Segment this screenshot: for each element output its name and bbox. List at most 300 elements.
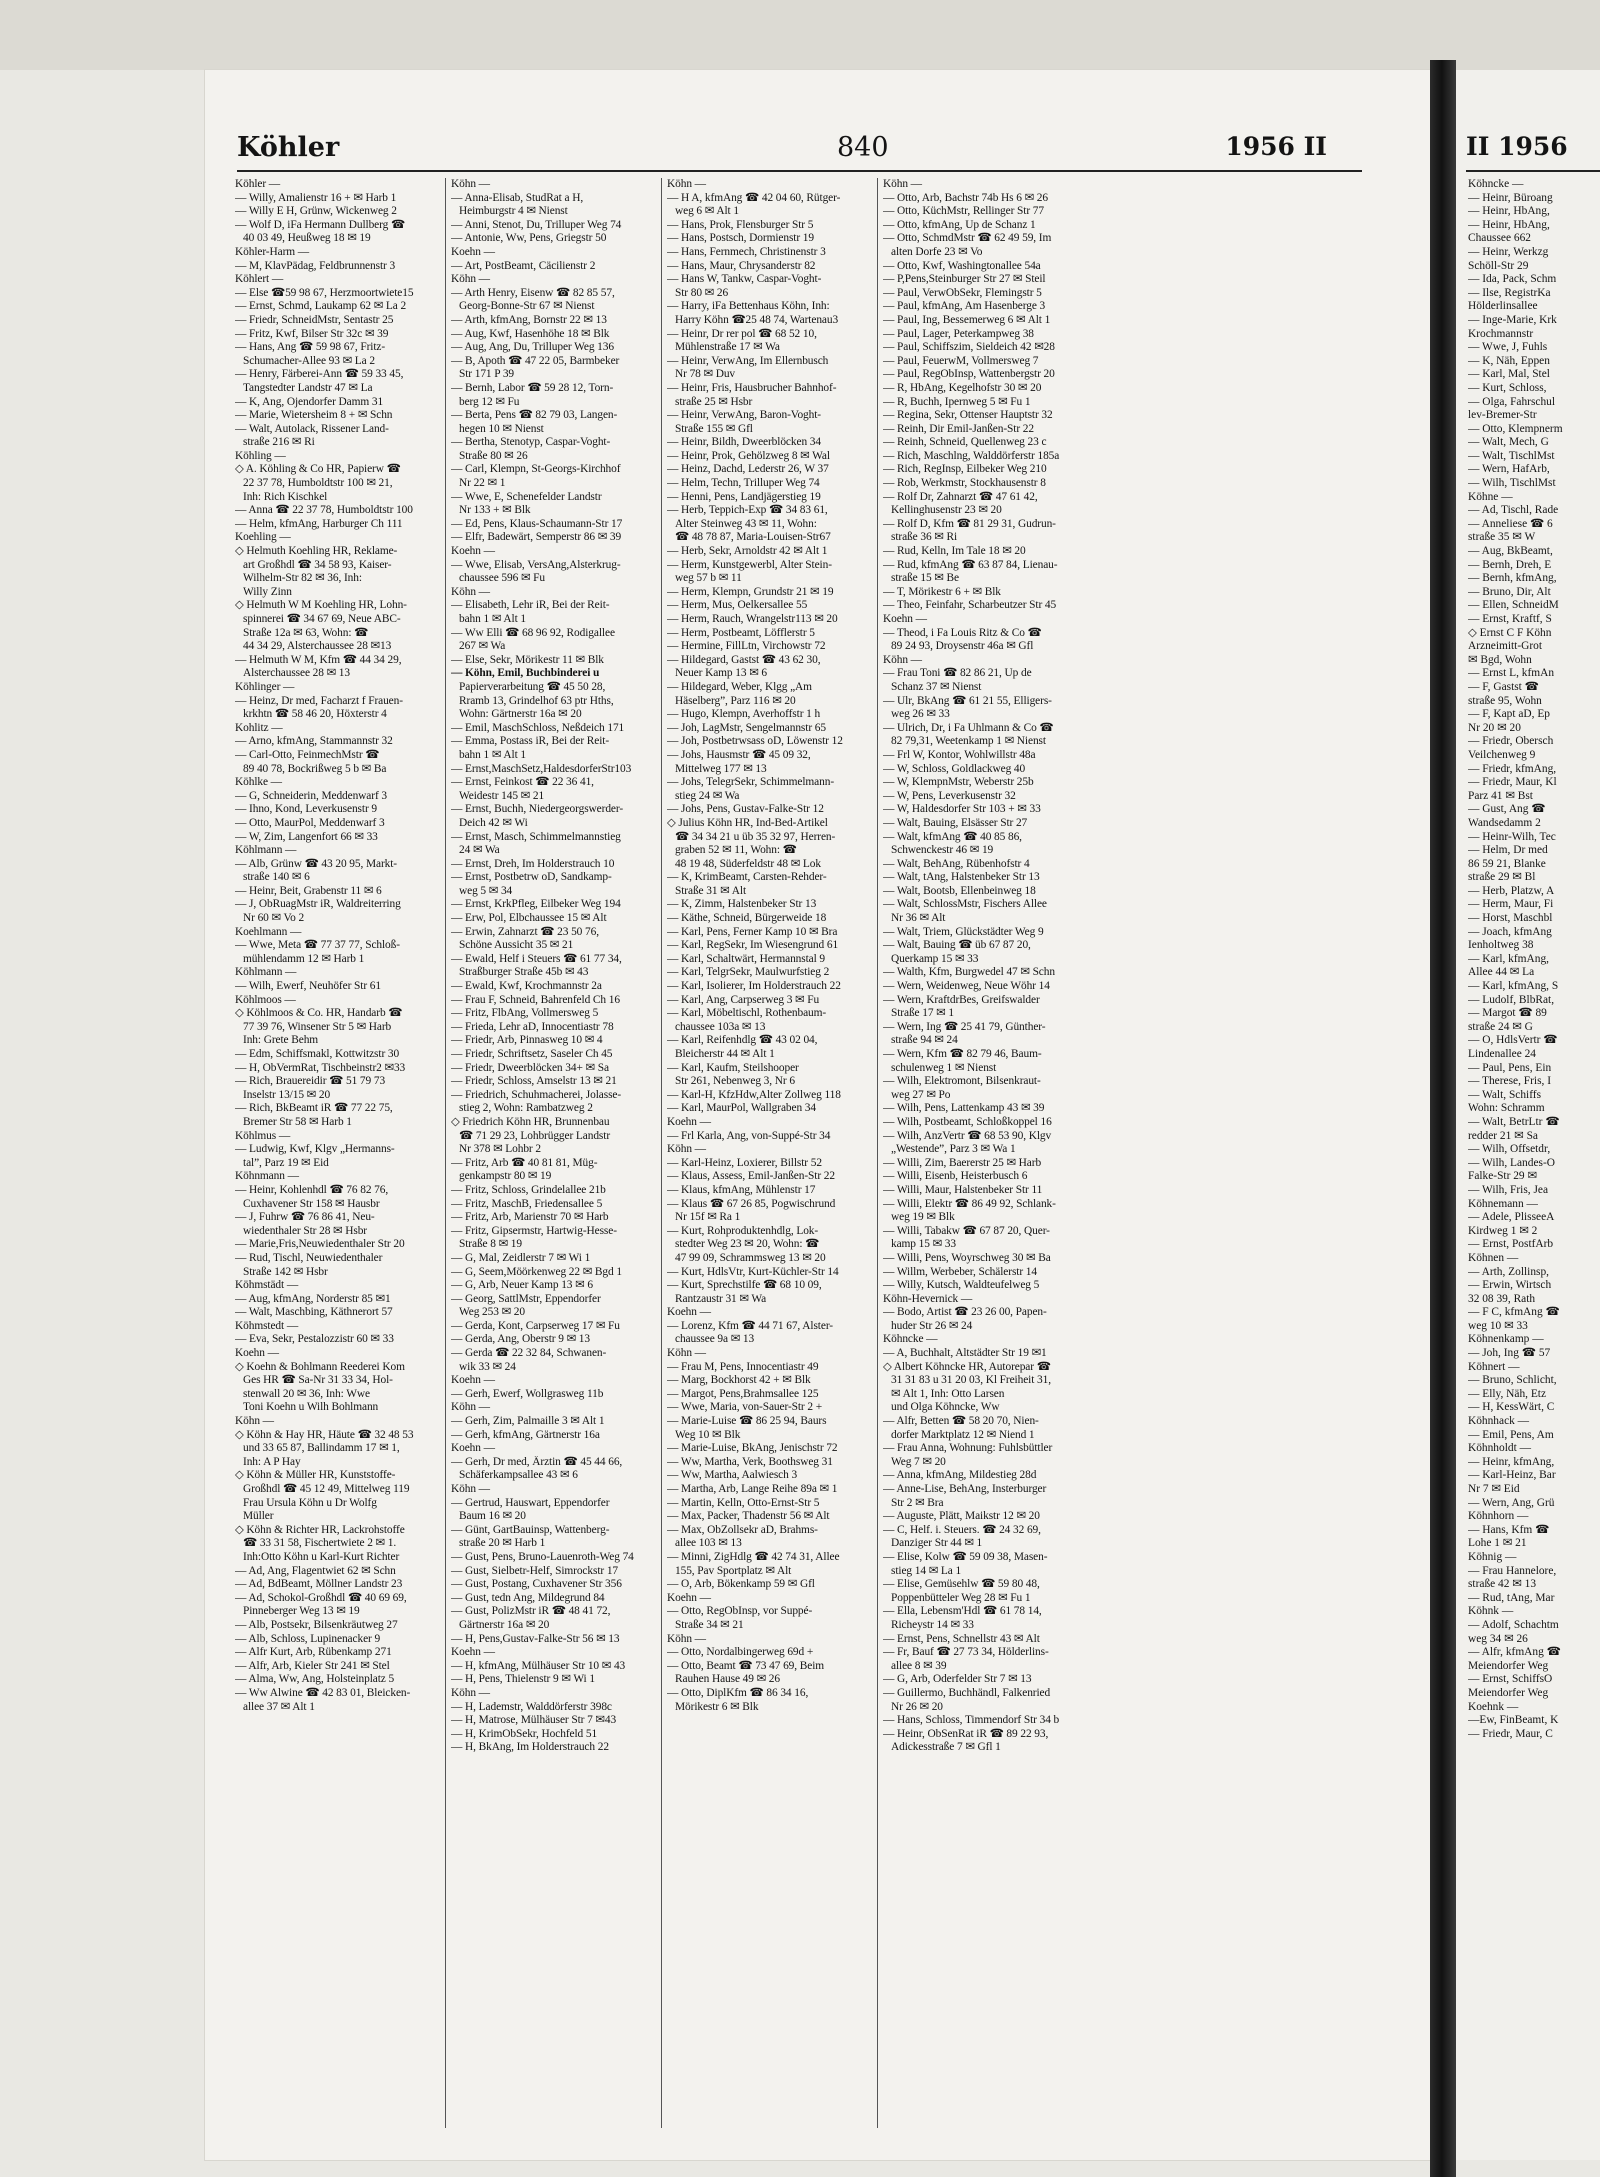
directory-entry: — Joh, Ing ☎ 57 [1468, 1347, 1551, 1360]
directory-entry: — Hermine, FillLtn, Virchowstr 72 [667, 640, 826, 653]
directory-entry: — H, Pens, Thielenstr 9 ✉ Wi 1 [451, 1673, 595, 1686]
directory-entry: — Emma, Postass iR, Bei der Reit- [451, 735, 610, 748]
directory-entry: Querkamp 15 ✉ 33 [891, 952, 979, 965]
directory-entry: stedter Weg 23 ✉ 20, Wohn: ☎ [675, 1238, 820, 1251]
surname-heading: Köhn — [667, 1632, 706, 1645]
surname-heading: Köhne — [1468, 490, 1513, 503]
directory-entry: — J, Fuhrw ☎ 76 86 41, Neu- [235, 1211, 375, 1224]
directory-entry: 89 40 78, Bockrißweg 5 b ✉ Ba [243, 762, 387, 775]
surname-heading: Koehn — [451, 1646, 495, 1659]
directory-entry: ◇ Köhn & Hay HR, Häute ☎ 32 48 53 [235, 1428, 414, 1441]
directory-entry: — Walt, Bauing ☎ üb 67 87 20, [883, 939, 1031, 952]
directory-entry: — Johs, TelegrSekr, Schimmelmann- [667, 776, 835, 789]
directory-entry: — Wern, KraftdrBes, Greifswalder [883, 993, 1040, 1006]
surname-heading: Köhn — [451, 273, 490, 286]
directory-entry: krkhtn ☎ 58 46 20, Höxterstr 4 [243, 708, 387, 721]
directory-entry: Gärtnerstr 16a ✉ 20 [459, 1618, 550, 1631]
surname-heading: Köhnholdt — [1468, 1442, 1531, 1455]
directory-entry: — Wilh, Landes-O [1468, 1156, 1555, 1169]
directory-entry: — Max, ObZollsekr aD, Brahms- [667, 1523, 818, 1536]
directory-entry: — Heinr, Dr rer pol ☎ 68 52 10, [667, 327, 817, 340]
header-rule [237, 170, 1362, 172]
surname-heading: Köhler — [235, 178, 281, 190]
directory-entry: — Paul, Ing, Bessemerweg 6 ✉ Alt 1 [883, 313, 1051, 326]
directory-entry: — Friedrich, Schuhmacherei, Jolasse- [451, 1088, 622, 1101]
surname-heading: Köhn — [667, 178, 706, 190]
directory-entry: — Rolf D, Kfm ☎ 81 29 31, Gudrun- [883, 517, 1056, 530]
directory-entry: — Wern, HafArb, [1468, 463, 1550, 476]
directory-entry: Straße 34 ✉ 21 [675, 1618, 744, 1631]
directory-entry: 44 34 29, Alsterchaussee 28 ✉13 [243, 640, 392, 653]
directory-entry: — Wwe, J, Fuhls [1468, 341, 1548, 354]
directory-entry: — Frieda, Lehr aD, Innocentiastr 78 [451, 1020, 614, 1033]
directory-entry: genkampstr 80 ✉ 19 [459, 1170, 552, 1183]
directory-entry: und Olga Köhncke, Ww [891, 1401, 1000, 1414]
directory-entry: Schwenckestr 46 ✉ 19 [891, 844, 994, 857]
directory-entry: — C, Helf. i. Steuers. ☎ 24 32 69, [883, 1523, 1041, 1536]
directory-entry: Schöne Aussicht 35 ✉ 21 [459, 939, 574, 952]
directory-entry: — K, KrimBeamt, Carsten-Rehder- [667, 871, 827, 884]
directory-entry: alten Dorfe 23 ✉ Vo [891, 245, 983, 258]
directory-entry: 89 24 93, Droysenstr 46a ✉ Gfl [891, 640, 1034, 653]
directory-entry: weg 10 ✉ 33 [1468, 1319, 1528, 1332]
directory-entry: 267 ✉ Wa [459, 640, 506, 653]
directory-entry: — Wilh, Pens, Lattenkamp 43 ✉ 39 [883, 1102, 1045, 1115]
directory-entry: Nr 78 ✉ Duv [675, 368, 736, 381]
directory-entry: — Gerda, Kont, Carpserweg 17 ✉ Fu [451, 1319, 620, 1332]
directory-entry: — Edm, Schiffsmakl, Kottwitzstr 30 [235, 1048, 400, 1060]
directory-entry: — Frl Karla, Ang, von-Suppé-Str 34 [667, 1129, 831, 1142]
directory-entry: — Bruno, Schlicht, [1468, 1374, 1557, 1387]
directory-entry: — Theod, i Fa Louis Ritz & Co ☎ [883, 626, 1042, 639]
directory-entry: — Wwe, E, Schenefelder Landstr [451, 490, 602, 503]
directory-entry: — Ludolf, BlbRat, [1468, 993, 1555, 1006]
directory-entry: — Walt, BetrLtr ☎ [1468, 1115, 1560, 1128]
surname-heading: Köhmstädt — [235, 1279, 299, 1292]
directory-entry: 77 39 76, Winsener Str 5 ✉ Harb [243, 1020, 392, 1033]
directory-entry: Straße 31 ✉ Alt [675, 884, 747, 897]
directory-entry: — Marg, Bockhorst 42 + ✉ Blk [667, 1374, 811, 1387]
directory-entry: — Anneliese ☎ 6 [1468, 517, 1553, 530]
directory-entry: Adickesstraße 7 ✉ Gfl 1 [891, 1741, 1001, 1754]
directory-entry: — Otto, DiplKfm ☎ 86 34 16, [667, 1686, 809, 1699]
directory-entry: wik 33 ✉ 24 [459, 1360, 516, 1373]
directory-entry: — Arno, kfmAng, Stammannstr 32 [235, 735, 393, 748]
directory-entry: — Anna-Elisab, StudRat a H, [451, 191, 584, 204]
directory-entry: — Köhn, Emil, Buchbinderei u [451, 667, 600, 680]
directory-entry: — Walt, BehAng, Rübenhofstr 4 [883, 857, 1030, 870]
directory-entry: Nr 15f ✉ Ra 1 [675, 1211, 741, 1224]
directory-entry: wiedenthaler Str 28 ✉ Hsbr [243, 1224, 367, 1237]
directory-entry: Nr 36 ✉ Alt [891, 912, 946, 925]
directory-entry: — Friedr, SchneidMstr, Sentastr 25 [235, 313, 394, 326]
directory-entry: — Elise, Gemüsehlw ☎ 59 80 48, [883, 1578, 1040, 1591]
directory-entry: — Herm, Kunstgewerbl, Alter Stein- [667, 558, 832, 571]
directory-entry: — Erwin, Zahnarzt ☎ 23 50 76, [451, 925, 599, 938]
directory-entry: Müller [243, 1510, 274, 1523]
directory-entry: — Fritz, MaschB, Friedensallee 5 [451, 1197, 603, 1210]
directory-entry: allee 103 ✉ 13 [675, 1537, 742, 1550]
surname-heading: Koehn — [667, 1306, 711, 1319]
directory-entry: — Karl, Ang, Carpserweg 3 ✉ Fu [667, 993, 820, 1006]
directory-entry: — Anni, Stenot, Du, Trilluper Weg 74 [451, 218, 622, 231]
directory-entry: — Otto, Arb, Bachstr 74b Hs 6 ✉ 26 [883, 191, 1048, 204]
directory-entry: — Arth, Zollinsp, [1468, 1265, 1550, 1278]
directory-entry: — Wilh, Postbeamt, Schloßkoppel 16 [883, 1115, 1052, 1128]
directory-entry: — Heinr, Fris, Hausbrucher Bahnhof- [667, 381, 837, 394]
directory-entry: — Willi, Maur, Halstenbeker Str 11 [883, 1183, 1043, 1196]
directory-entry: Danziger Str 44 ✉ 1 [891, 1537, 983, 1550]
directory-entry: — Ihno, Kond, Leverkusenstr 9 [235, 803, 377, 816]
directory-entry: — Ad, Tischl, Rade [1468, 504, 1559, 517]
directory-entry: — Frau Hannelore, [1468, 1564, 1557, 1577]
directory-entry: — Ewald, Helf i Steuers ☎ 61 77 34, [451, 952, 622, 965]
directory-entry: — Paul, VerwObSekr, Flemingstr 5 [883, 286, 1042, 299]
directory-entry: — H, Pens,Gustav-Falke-Str 56 ✉ 13 [451, 1632, 620, 1645]
directory-entry: 48 19 48, Süderfeldstr 48 ✉ Lok [675, 857, 821, 870]
directory-entry: — Ernst, Postbetrw oD, Sandkamp- [451, 871, 612, 884]
directory-entry: — Wilh, TischlMst [1468, 477, 1556, 490]
page-header [237, 132, 1327, 172]
directory-entry: — Fritz, FlbAng, Vollmersweg 5 [451, 1007, 599, 1020]
directory-entry: — Hans, Maur, Chrysanderstr 82 [667, 259, 816, 272]
directory-entry: — Walt, Schiffs [1468, 1088, 1542, 1101]
directory-entry: ◇ Ernst C F Köhn [1468, 626, 1552, 639]
directory-entry: — Karl, TelgrSekr, Maulwurfstieg 2 [667, 966, 830, 979]
surname-heading: Köhnhack — [1468, 1415, 1530, 1428]
directory-entry: — Hans, Ang ☎ 59 98 67, Fritz- [235, 341, 386, 354]
directory-entry: — Karl-H, KfzHdw,Alter Zollweg 118 [667, 1088, 841, 1101]
directory-entry: — O, HdlsVertr ☎ [1468, 1034, 1558, 1047]
surname-heading: Köhn — [451, 1483, 490, 1495]
directory-entry: — Paul, RegObInsp, Wattenbergstr 20 [883, 368, 1055, 381]
directory-entry: — Rud, tAng, Mar [1468, 1591, 1555, 1604]
directory-entry: — R, Buchh, Ipernweg 5 ✉ Fu 1 [883, 395, 1031, 408]
directory-entry: — Ernst, PostfArb [1468, 1238, 1554, 1251]
directory-entry: — Walt, Bootsb, Ellenbeinweg 18 [883, 884, 1036, 897]
directory-entry: — Herm, Klempn, Grundstr 21 ✉ 19 [667, 585, 834, 598]
directory-entry: — Gust, Postang, Cuxhavener Str 356 [451, 1578, 622, 1591]
directory-entry: — Rud, Kelln, Im Tale 18 ✉ 20 [883, 545, 1026, 558]
directory-entry: — Alb, Grünw ☎ 43 20 95, Markt- [235, 857, 398, 870]
directory-entry: — Rud, Tischl, Neuwiedenthaler [235, 1251, 383, 1264]
directory-entry: Heimburgstr 4 ✉ Nienst [459, 205, 568, 218]
directory-entry: — Karl, Reifenhdlg ☎ 43 02 04, [667, 1034, 818, 1047]
directory-entry: — Regina, Sekr, Ottenser Hauptstr 32 [883, 409, 1053, 422]
directory-entry: Arzneimitt-Grot [1468, 640, 1543, 653]
directory-entry: Straße 8 ✉ 19 [459, 1238, 522, 1251]
directory-entry: Str 2 ✉ Bra [891, 1496, 944, 1509]
surname-heading: Koehn — [235, 1347, 279, 1360]
directory-entry: — Wwe, Maria, von-Sauer-Str 2 + [667, 1401, 823, 1414]
directory-entry: — Willi, Pens, Woyrschweg 30 ✉ Ba [883, 1251, 1051, 1264]
directory-entry: ◇ A. Köhling & Co HR, Papierw ☎ [235, 463, 401, 476]
directory-entry: — Otto, KüchMstr, Rellinger Str 77 [883, 205, 1044, 218]
directory-entry: — Gerh, Dr med, Ärztin ☎ 45 44 66, [451, 1455, 623, 1468]
surname-heading: Köhn — [451, 1686, 490, 1699]
surname-heading: Koehn — [883, 613, 927, 625]
surname-heading: Köhlmoos — [235, 993, 296, 1006]
directory-entry: — Carl, Klempn, St-Georgs-Kirchhof [451, 463, 621, 476]
directory-entry: — Henry, Färberei-Ann ☎ 59 33 45, [235, 368, 404, 381]
directory-entry: Toni Koehn u Wilh Bohlmann [243, 1401, 379, 1414]
directory-entry: art Großhdl ☎ 34 58 93, Kaiser- [243, 558, 392, 571]
surname-heading: Köhn — [451, 1401, 490, 1414]
directory-entry: 86 59 21, Blanke [1468, 857, 1546, 870]
directory-entry: — Bernh, Labor ☎ 59 28 12, Torn- [451, 381, 614, 394]
directory-entry: — Karl-Heinz, Bar [1468, 1469, 1556, 1482]
directory-entry: — Hans, Schloss, Timmendorf Str 34 b [883, 1714, 1060, 1727]
directory-entry: — Karl, kfmAng, [1468, 952, 1549, 965]
directory-entry: — Paul, Lager, Peterkampweg 38 [883, 327, 1034, 340]
directory-entry: — Arth, kfmAng, Bornstr 22 ✉ 13 [451, 313, 607, 326]
directory-entry: — Ludwig, Kwf, Klgv „Hermanns- [235, 1143, 395, 1156]
directory-entry: Hölderlinsallee [1468, 300, 1538, 313]
surname-heading: Köhn — [451, 178, 490, 190]
directory-entry: — Heinr, Bildh, Dweerblöcken 34 [667, 436, 821, 449]
adjacent-page-header: II 1956 [1466, 132, 1568, 161]
directory-entry: Cuxhavener Str 158 ✉ Hausbr [243, 1197, 380, 1210]
directory-entry: Frau Ursula Köhn u Dr Wolfg [243, 1496, 377, 1509]
directory-entry: — Friedr, Schloss, Amselstr 13 ✉ 21 [451, 1075, 617, 1088]
directory-entry: Lohe 1 ✉ 21 [1468, 1537, 1527, 1550]
directory-entry: Wohn: Schramm [1468, 1102, 1545, 1115]
directory-entry: — Hildegard, Gastst ☎ 43 62 30, [667, 653, 821, 666]
directory-entry: — Herm, Mus, Oelkersallee 55 [667, 599, 808, 612]
surname-heading: Köhnemann — [1468, 1197, 1538, 1210]
directory-entry: — Friedr, Maur, Kl [1468, 776, 1557, 789]
directory-entry: — Alb, Postsekr, Bilsenkräutweg 27 [235, 1618, 398, 1631]
directory-entry: Allee 44 ✉ La [1468, 966, 1535, 979]
directory-entry: Baum 16 ✉ 20 [459, 1510, 526, 1523]
directory-entry: Inh: A P Hay [243, 1455, 301, 1468]
directory-entry: — Ernst, Buchh, Niedergeorgswerder- [451, 803, 624, 816]
directory-entry: Meiendorfer Weg [1468, 1686, 1549, 1699]
directory-entry: — Herb, Platzw, A [1468, 884, 1555, 897]
directory-entry: 47 99 09, Schrammsweg 13 ✉ 20 [675, 1251, 826, 1264]
directory-entry: und 33 65 87, Ballindamm 17 ✉ 1, [243, 1442, 400, 1455]
directory-entry: — H, kfmAng, Mülhäuser Str 10 ✉ 43 [451, 1659, 626, 1672]
directory-entry: — Fritz, Gipsermstr, Hartwig-Hesse- [451, 1224, 617, 1237]
directory-entry: huder Str 26 ✉ 24 [891, 1319, 973, 1332]
directory-entry: — Therese, Fris, I [1468, 1075, 1551, 1088]
directory-entry: — Otto, SchmdMstr ☎ 62 49 59, Im [883, 232, 1052, 245]
directory-entry: — Fritz, Arb, Marienstr 70 ✉ Harb [451, 1211, 609, 1224]
directory-entry: — Heinr, VerwAng, Baron-Voght- [667, 409, 821, 422]
directory-entry: — Ww Elli ☎ 68 96 92, Rodigallee [451, 626, 615, 639]
directory-entry: — Ella, Lebensm'Hdl ☎ 61 78 14, [883, 1605, 1042, 1618]
directory-entry: — Heinr, HbAng, [1468, 218, 1550, 231]
surname-heading: Koehn — [451, 545, 495, 558]
directory-entry: Weg 10 ✉ Blk [675, 1428, 741, 1441]
directory-entry: ◇ Koehn & Bohlmann Reederei Kom [235, 1360, 405, 1373]
directory-entry: — Guillermo, Buchhändl, Falkenried [883, 1686, 1051, 1699]
directory-entry: Pinneberger Weg 13 ✉ 19 [243, 1605, 360, 1618]
directory-entry: — Adolf, Schachtm [1468, 1618, 1559, 1631]
directory-entry: Straßburger Straße 45b ✉ 43 [459, 966, 589, 979]
directory-entry: ✉ Alt 1, Inh: Otto Larsen [891, 1387, 1005, 1400]
directory-entry: — Hans, Kfm ☎ [1468, 1523, 1550, 1536]
directory-entry: — Walt, Bauing, Elsässer Str 27 [883, 816, 1028, 829]
directory-entry: Inh: Rich Kischkel [243, 490, 328, 503]
directory-entry: straße 95, Wohn [1468, 694, 1542, 707]
directory-entry: Poppenbütteler Weg 28 ✉ Fu 1 [891, 1591, 1031, 1604]
directory-entry: lev-Bremer-Str [1468, 409, 1537, 422]
directory-entry: Nr 7 ✉ Eid [1468, 1483, 1520, 1495]
directory-entry: — H, Matrose, Mülhäuser Str 7 ✉43 [451, 1714, 617, 1727]
directory-entry: — Aug, Ang, Du, Trilluper Weg 136 [451, 341, 614, 354]
directory-entry: Ges HR ☎ Sa-Nr 31 33 34, Hol- [243, 1374, 393, 1387]
surname-heading: Koehn — [451, 245, 495, 258]
directory-entry: — Walt, TischlMst [1468, 449, 1555, 462]
directory-entry: — Joh, LagMstr, Sengelmannstr 65 [667, 721, 826, 734]
directory-entry: — Friedr, Arb, Pinnasweg 10 ✉ 4 [451, 1034, 603, 1047]
directory-entry: — Reinh, Schneid, Quellenweg 23 c [883, 436, 1047, 449]
directory-entry: weg 34 ✉ 26 [1468, 1632, 1528, 1645]
directory-entry: Alter Steinweg 43 ✉ 11, Wohn: [675, 517, 817, 530]
directory-entry: — Ad, Schokol-Großhdl ☎ 40 69 69, [235, 1591, 407, 1604]
directory-entry: ◇ Julius Köhn HR, Ind-Bed-Artikel [667, 816, 828, 829]
directory-entry: — Horst, Maschbl [1468, 912, 1553, 925]
directory-entry: — Helm, Techn, Trilluper Weg 74 [667, 477, 820, 490]
surname-heading: Köhling — [235, 449, 286, 462]
directory-entry: ✉ Bgd, Wohn [1468, 653, 1532, 666]
directory-entry: — Ed, Pens, Klaus-Schaumann-Str 17 [451, 517, 623, 530]
directory-entry: — Friedr, Maur, C [1468, 1727, 1553, 1740]
directory-entry: — Bertha, Stenotyp, Caspar-Voght- [451, 436, 611, 449]
directory-entry: — Ww, Martha, Verk, Boothsweg 31 [667, 1455, 833, 1468]
directory-entry: — Paul, FeuerwM, Vollmersweg 7 [883, 354, 1039, 367]
directory-entry: straße 94 ✉ 24 [891, 1034, 958, 1047]
directory-entry: graben 52 ✉ 11, Wohn: ☎ [675, 844, 797, 857]
directory-entry: Neuer Kamp 13 ✉ 6 [675, 667, 767, 680]
directory-entry: — Marie-Luise, BkAng, Jenischstr 72 [667, 1442, 838, 1455]
directory-entry: straße 20 ✉ Harb 1 [459, 1537, 546, 1550]
directory-entry: — Ellen, SchneidM [1468, 599, 1559, 612]
directory-entry: 32 08 39, Rath [1468, 1292, 1536, 1305]
column-divider [445, 178, 446, 2128]
surname-heading: Kohlitz — [235, 721, 283, 734]
directory-entry: straße 36 ✉ Ri [891, 531, 958, 544]
directory-entry: — Heinr, VerwAng, Im Ellernbusch [667, 354, 829, 367]
directory-entry: Mittelweg 177 ✉ 13 [675, 762, 767, 775]
directory-entry: — Karl, Isolierer, Im Holderstrauch 22 [667, 980, 841, 993]
directory-entry: Inh: Grete Behm [243, 1034, 319, 1047]
directory-entry: — Karl-Heinz, Loxierer, Billstr 52 [667, 1156, 822, 1169]
directory-entry: Weg 253 ✉ 20 [459, 1306, 525, 1319]
directory-entry: — Wern, Ing ☎ 25 41 79, Günther- [883, 1020, 1046, 1033]
directory-entry: spinnerei ☎ 34 67 69, Neue ABC- [243, 613, 401, 625]
surname-heading: Köhlmus — [235, 1129, 291, 1142]
directory-entry: Inselstr 13/15 ✉ 20 [243, 1088, 331, 1101]
surname-heading: Koehnk — [1468, 1700, 1519, 1713]
directory-entry: 40 03 49, Heußweg 18 ✉ 19 [243, 232, 371, 245]
directory-entry: straße 25 ✉ Hsbr [675, 395, 753, 408]
directory-entry: Mühlenstraße 17 ✉ Wa [675, 341, 780, 354]
directory-entry: — Wern, Weidenweg, Neue Wöhr 14 [883, 980, 1050, 993]
directory-entry: Schumacher-Allee 93 ✉ La 2 [243, 354, 375, 367]
directory-entry: — Margot ☎ 89 [1468, 1007, 1547, 1020]
directory-entry: Straße 155 ✉ Gfl [675, 422, 753, 435]
directory-entry: — W, Haldesdorfer Str 103 + ✉ 33 [883, 803, 1041, 816]
directory-entry: — Ulrich, Dr, i Fa Uhlmann & Co ☎ [883, 721, 1054, 734]
directory-entry: berg 12 ✉ Fu [459, 395, 520, 408]
directory-entry: weg 6 ✉ Alt 1 [675, 205, 739, 218]
directory-entry: — Heinr, Werkzg [1468, 245, 1549, 258]
directory-entry: Deich 42 ✉ Wi [459, 816, 528, 829]
directory-entry: — Walt, Maschbing, Käthnerort 57 [235, 1306, 393, 1319]
directory-entry: allee 37 ✉ Alt 1 [243, 1700, 315, 1713]
directory-entry: 82 79,31, Weetenkamp 1 ✉ Nienst [891, 735, 1046, 748]
directory-entry: — Erwin, Wirtsch [1468, 1279, 1552, 1292]
directory-entry: ◇ Albert Köhncke HR, Autorepar ☎ [883, 1360, 1051, 1373]
directory-entry: Richeystr 14 ✉ 33 [891, 1618, 974, 1631]
directory-entry: — Karl, kfmAng, S [1468, 980, 1559, 993]
directory-entry: — Ernst, Pens, Schnellstr 43 ✉ Alt [883, 1632, 1040, 1645]
directory-entry: — Rob, Werkmstr, Stockhausenstr 8 [883, 477, 1046, 490]
directory-entry: — Ww, Martha, Aalwiesch 3 [667, 1469, 798, 1482]
directory-entry: — Frau Anna, Wohnung: Fuhlsbüttler [883, 1442, 1053, 1455]
directory-entry: stieg 2, Wohn: Rambatzweg 2 [459, 1102, 593, 1115]
directory-entry: Schöll-Str 29 [1468, 259, 1529, 272]
directory-entry: —Ew, FinBeamt, K [1468, 1714, 1559, 1727]
directory-entry: — Bodo, Artist ☎ 23 26 00, Papen- [883, 1306, 1047, 1319]
directory-entry: — Willy, Kutsch, Waldteufelweg 5 [883, 1279, 1040, 1292]
directory-entry: — H, Lademstr, Walddörferstr 398c [451, 1700, 612, 1713]
surname-heading: Köhlinger — [235, 680, 295, 693]
surname-heading: Koehn — [451, 1442, 495, 1455]
directory-entry: — Karl, Möbeltischl, Rothenbaum- [667, 1007, 827, 1020]
directory-entry: — Karl, Kaufm, Steilshooper [667, 1061, 799, 1074]
directory-entry: — Wern, Ang, Grü [1468, 1496, 1555, 1509]
directory-entry: — Gust, Ang ☎ [1468, 803, 1546, 816]
directory-entry: — Fritz, Schloss, Grindelallee 21b [451, 1183, 606, 1196]
directory-entry: Tangstedter Landstr 47 ✉ La [243, 381, 373, 394]
directory-entry: ◇ Köhlmoos & Co. HR, Handarb ☎ [235, 1007, 403, 1020]
directory-page [205, 70, 1430, 2160]
directory-entry: — Willi, Tabakw ☎ 67 87 20, Quer- [883, 1224, 1050, 1237]
directory-entry: Mörikestr 6 ✉ Blk [675, 1700, 759, 1713]
directory-entry: — Art, PostBeamt, Cäcilienstr 2 [451, 259, 596, 272]
directory-entry: ☎ 33 31 58, Fischertwiete 2 ✉ 1. [243, 1537, 397, 1550]
directory-entry: — Heinz, Dachd, Lederstr 26, W 37 [667, 463, 829, 476]
directory-entry: — Elise, Kolw ☎ 59 09 38, Masen- [883, 1550, 1048, 1563]
directory-entry: kamp 15 ✉ 33 [891, 1238, 956, 1251]
directory-entry: allee 8 ✉ 39 [891, 1659, 947, 1672]
directory-entry: — F C, kfmAng ☎ [1468, 1306, 1560, 1319]
directory-entry: — Walth, Kfm, Burgwedel 47 ✉ Schn [883, 966, 1055, 979]
directory-entry: 24 ✉ Wa [459, 844, 500, 857]
directory-entry: — Friedr, kfmAng, [1468, 762, 1557, 775]
directory-entry: — Heinr, Büroang [1468, 191, 1553, 204]
directory-entry: — Rich, Maschlng, Walddörferstr 185a [883, 449, 1060, 462]
directory-entry: — Karl, Pens, Ferner Kamp 10 ✉ Bra [667, 925, 838, 938]
directory-entry: — Rolf Dr, Zahnarzt ☎ 47 61 42, [883, 490, 1038, 503]
directory-entry: — G, Arb, Neuer Kamp 13 ✉ 6 [451, 1279, 593, 1292]
directory-entry: — K, Näh, Eppen [1468, 354, 1550, 367]
directory-entry: ◇ Friedrich Köhn HR, Brunnenbau [451, 1115, 610, 1128]
directory-entry: straße 140 ✉ 6 [243, 871, 310, 884]
directory-entry: — Gerda ☎ 22 32 84, Schwanen- [451, 1347, 607, 1360]
directory-entry: — Gertrud, Hauswart, Eppendorfer [451, 1496, 610, 1509]
directory-entry: redder 21 ✉ Sa [1468, 1129, 1538, 1142]
directory-entry: — Willm, Werbeber, Schälerstr 14 [883, 1265, 1037, 1278]
surname-heading: Köhnmann — [235, 1170, 299, 1183]
directory-entry: — Ida, Pack, Schm [1468, 273, 1557, 286]
directory-entry: — J, ObRuagMstr iR, Waldreiterring [235, 898, 401, 911]
surname-heading: Köhnen — [1468, 1251, 1519, 1264]
directory-entry: — Friedr, Schriftsetz, Saseler Ch 45 [451, 1048, 613, 1060]
